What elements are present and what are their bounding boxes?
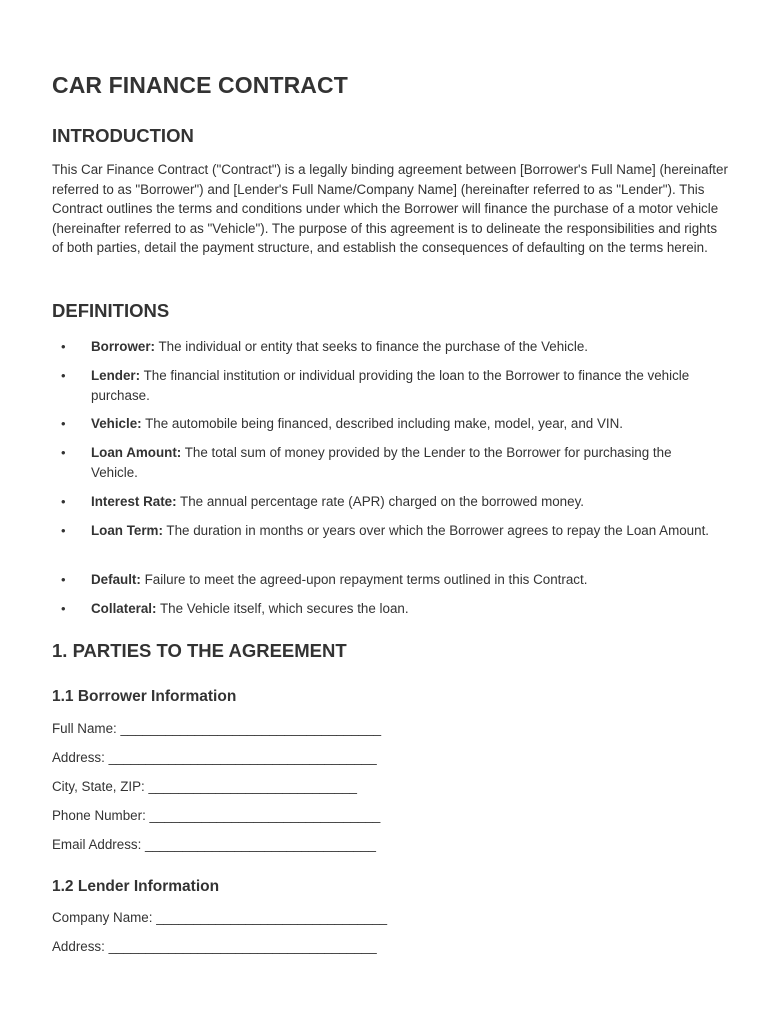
borrower-address-field[interactable]: Address: ____________________________________ [52, 750, 377, 765]
bullet-icon: • [61, 368, 66, 383]
definition-term: Loan Amount: [91, 445, 182, 460]
definition-item [61, 492, 721, 512]
lender-company-name-field[interactable]: Company Name: _______________________________ [52, 910, 388, 925]
borrower-full-name-field[interactable]: Full Name: ___________________________________ [52, 721, 382, 736]
definition-term: Vehicle: [91, 416, 142, 431]
definition-item [61, 599, 721, 619]
definition-item [61, 521, 721, 541]
bullet-icon: • [61, 572, 66, 587]
introduction-heading: INTRODUCTION [52, 125, 194, 146]
definition-text: The automobile being financed, described including make, model, year, and VIN. [141, 416, 623, 431]
bullet-icon: • [61, 523, 66, 538]
introduction-text: This Car Finance Contract ("Contract") is a legally binding agreement between [Borrower's Full Name] (hereinafter referred to as "Borrower") and [Lender's Full Name/Company Name] (hereinafter referred to as "Lender"). This Contract outlines the terms and conditions under which the Borrower will finance the purchase of a motor vehicle (hereinafter referred to as "Vehicle"). The purpose of this agreement is to delineate the responsibilities and rights of both parties, detail the payment structure, and establish the consequences of defaulting on the terms herein. [52, 162, 728, 256]
borrower-city-state-zip-field[interactable]: City, State, ZIP: ____________________________ [52, 779, 358, 794]
definition-term: Collateral: [91, 601, 157, 616]
definition-term: Interest Rate: [91, 494, 177, 509]
definition-term: Default: [91, 572, 141, 587]
lender-info-heading: 1.2 Lender Information [52, 878, 220, 895]
bullet-icon: • [61, 494, 66, 509]
definition-text: The Vehicle itself, which secures the loan. [156, 601, 409, 616]
bullet-icon: • [61, 601, 66, 616]
bullet-icon: • [61, 339, 66, 354]
lender-address-field[interactable]: Address: ____________________________________ [52, 939, 377, 954]
borrower-email-field[interactable]: Email Address: _______________________________ [52, 837, 376, 852]
definition-text: The financial institution or individual providing the loan to the Borrower to finance the vehicle purchase. [91, 368, 690, 403]
document-title: CAR FINANCE CONTRACT [52, 72, 348, 98]
bullet-icon: • [61, 445, 66, 460]
parties-heading: 1. PARTIES TO THE AGREEMENT [52, 640, 347, 661]
definition-term: Lender: [91, 368, 141, 383]
definition-text: The individual or entity that seeks to finance the purchase of the Vehicle. [155, 339, 588, 354]
definition-term: Borrower: [91, 339, 155, 354]
definition-text: The total sum of money provided by the Lender to the Borrower for purchasing the Vehicle. [91, 445, 672, 480]
definition-item [61, 570, 721, 590]
definition-item [61, 414, 721, 434]
definition-text: Failure to meet the agreed-upon repayment terms outlined in this Contract. [140, 572, 588, 587]
definition-item [61, 366, 721, 405]
bullet-icon: • [61, 416, 66, 431]
definition-item [61, 443, 721, 482]
definition-text: The duration in months or years over which the Borrower agrees to repay the Loan Amount. [162, 523, 710, 538]
definition-text: The annual percentage rate (APR) charged on the borrowed money. [176, 494, 584, 509]
borrower-phone-field[interactable]: Phone Number: _______________________________ [52, 808, 381, 823]
definition-item [61, 337, 721, 357]
borrower-info-heading: 1.1 Borrower Information [52, 688, 237, 705]
definitions-heading: DEFINITIONS [52, 300, 170, 321]
definition-term: Loan Term: [91, 523, 163, 538]
